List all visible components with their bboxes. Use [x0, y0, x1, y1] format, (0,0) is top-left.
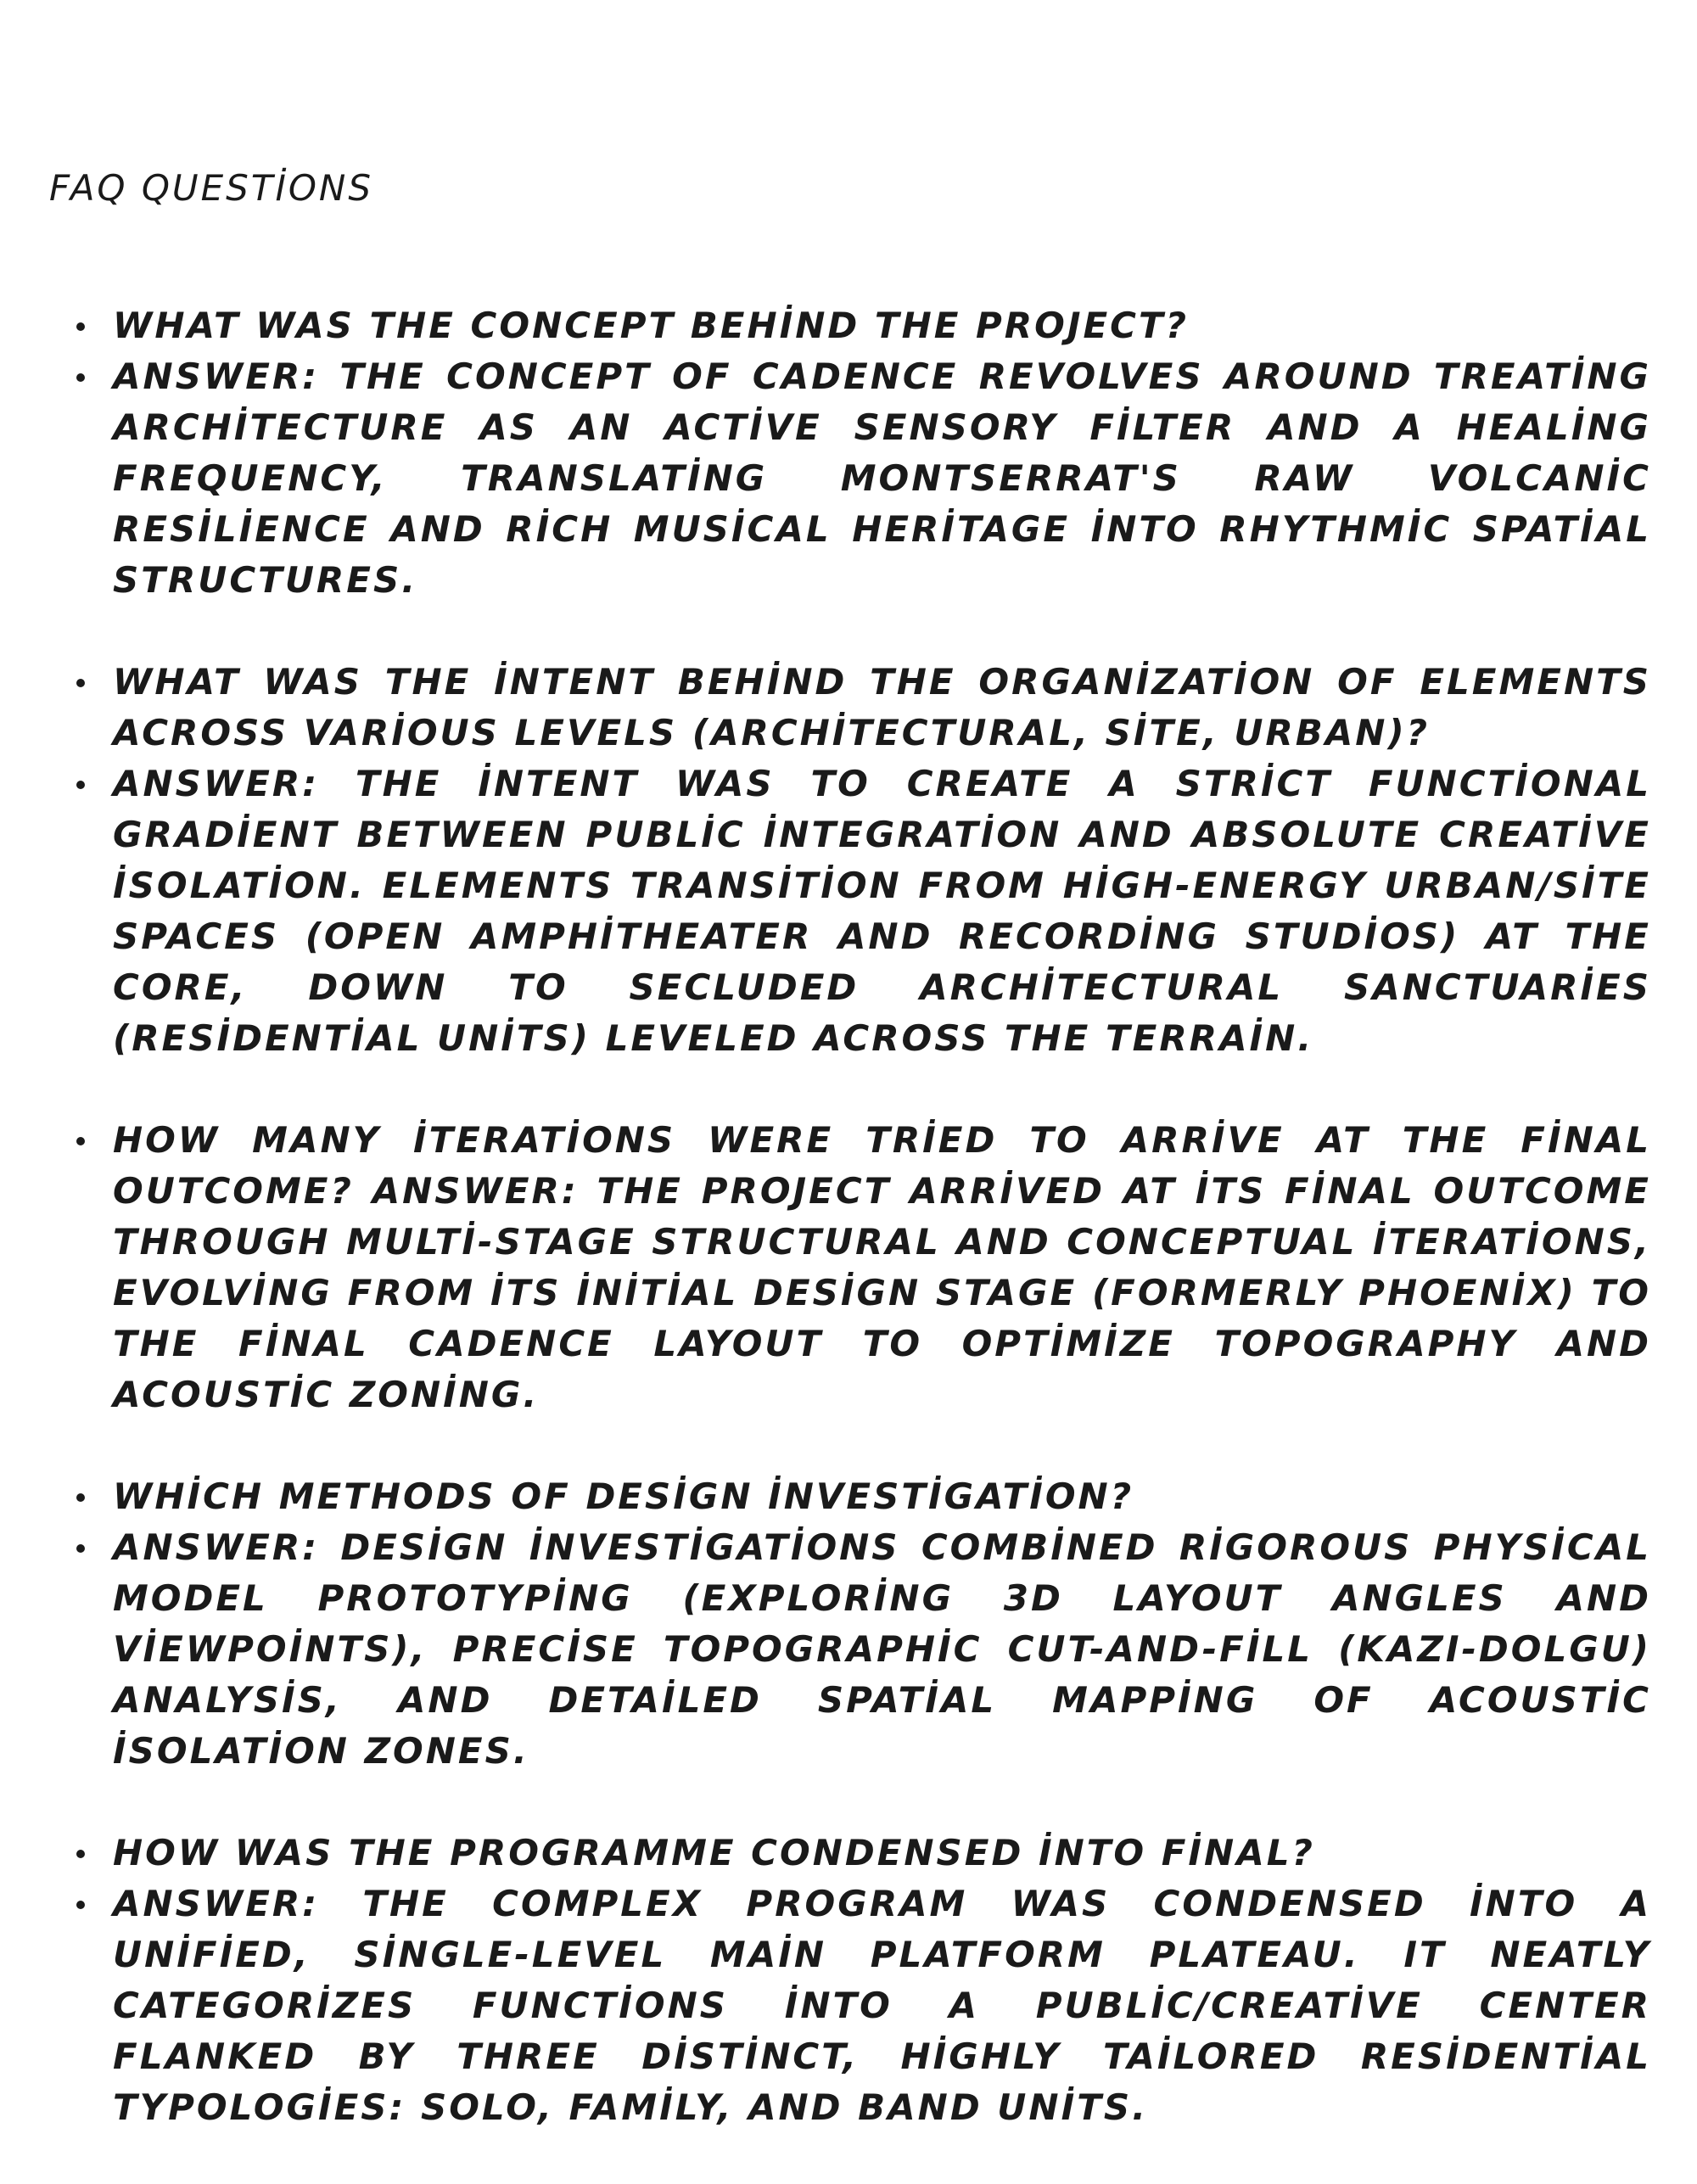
faq-question-text: WHİCH METHODS OF DESİGN İNVESTİGATİON? — [113, 1476, 1134, 1517]
faq-group — [0, 657, 1697, 1064]
faq-answer — [0, 351, 1697, 606]
bullet-icon — [76, 322, 85, 331]
bullet-icon — [76, 373, 85, 382]
faq-question — [0, 1828, 1697, 1879]
faq-answer-text: ANSWER: THE CONCEPT OF CADENCE REVOLVES AROUND TREATİNG ARCHİTECTURE AS AN ACTİVE SENSORY FİLTER AND A HEALİNG FREQUENCY, TRANSLATİNG MONTSERRAT'S RAW VOLCANİC RESİLİENCE AND RİCH MUSİCAL HERİTAGE İNTO RHYTHMİC SPATİAL STRUCTURES. — [113, 356, 1651, 601]
faq-answer — [0, 759, 1697, 1064]
faq-question — [0, 1115, 1697, 1420]
page-title: FAQ QUESTİONS — [49, 167, 374, 209]
faq-answer-text: ANSWER: DESİGN İNVESTİGATİONS COMBİNED RİGOROUS PHYSİCAL MODEL PROTOTYPİNG (EXPLORİNG 3D LAYOUT ANGLES AND VİEWPOİNTS), PRECİSE TOPOGRAPHİC CUT-AND-FİLL (KAZI-DOLGU) ANALYSİS, AND DETAİLED SPATİAL MAPPİNG OF ACOUSTİC İSOLATİON ZONES. — [113, 1526, 1651, 1772]
bullet-icon — [76, 1137, 85, 1145]
bullet-icon — [76, 1901, 85, 1909]
bullet-icon — [76, 1544, 85, 1553]
faq-answer — [0, 1522, 1697, 1777]
faq-answer — [0, 1879, 1697, 2133]
faq-question-text: HOW WAS THE PROGRAMME CONDENSED İNTO FİNAL? — [113, 1832, 1315, 1873]
bullet-icon — [76, 1493, 85, 1502]
bullet-icon — [76, 1850, 85, 1858]
faq-question-text: HOW MANY İTERATİONS WERE TRİED TO ARRİVE AT THE FİNAL OUTCOME? ANSWER: THE PROJECT ARRİVED AT İTS FİNAL OUTCOME THROUGH MULTİ-STAGE STRUCTURAL AND CONCEPTUAL İTERATİONS, EVOLVİNG FROM İTS İNİTİAL DESİGN STAGE (FORMERLY PHOENİX) TO THE FİNAL CADENCE LAYOUT TO OPTİMİZE TOPOGRAPHY AND ACOUSTİC ZONİNG. — [113, 1119, 1651, 1415]
faq-group — [0, 1828, 1697, 2133]
faq-group — [0, 300, 1697, 606]
faq-question — [0, 1471, 1697, 1522]
faq-question-text: WHAT WAS THE İNTENT BEHİND THE ORGANİZATİON OF ELEMENTS ACROSS VARİOUS LEVELS (ARCHİTECTURAL, SİTE, URBAN)? — [113, 661, 1651, 753]
faq-question — [0, 657, 1697, 759]
faq-group — [0, 1115, 1697, 1420]
faq-answer-text: ANSWER: THE COMPLEX PROGRAM WAS CONDENSED İNTO A UNİFİED, SİNGLE-LEVEL MAİN PLATFORM PLATEAU. IT NEATLY CATEGORİZES FUNCTİONS İNTO A PUBLİC/CREATİVE CENTER FLANKED BY THREE DİSTİNCT, HİGHLY TAİLORED RESİDENTİAL TYPOLOGİES: SOLO, FAMİLY, AND BAND UNİTS. — [113, 1883, 1651, 2128]
faq-group — [0, 1471, 1697, 1777]
bullet-icon — [76, 679, 85, 687]
bullet-icon — [76, 781, 85, 789]
faq-list — [0, 300, 1697, 2184]
faq-question-text: WHAT WAS THE CONCEPT BEHİND THE PROJECT? — [113, 305, 1190, 346]
faq-question — [0, 300, 1697, 351]
faq-answer-text: ANSWER: THE İNTENT WAS TO CREATE A STRİCT FUNCTİONAL GRADİENT BETWEEN PUBLİC İNTEGRATİON AND ABSOLUTE CREATİVE İSOLATİON. ELEMENTS TRANSİTİON FROM HİGH-ENERGY URBAN/SİTE SPACES (OPEN AMPHİTHEATER AND RECORDİNG STUDİOS) AT THE CORE, DOWN TO SECLUDED ARCHİTECTURAL SANCTUARİES (RESİDENTİAL UNİTS) LEVELED ACROSS THE TERRAİN. — [113, 763, 1651, 1059]
